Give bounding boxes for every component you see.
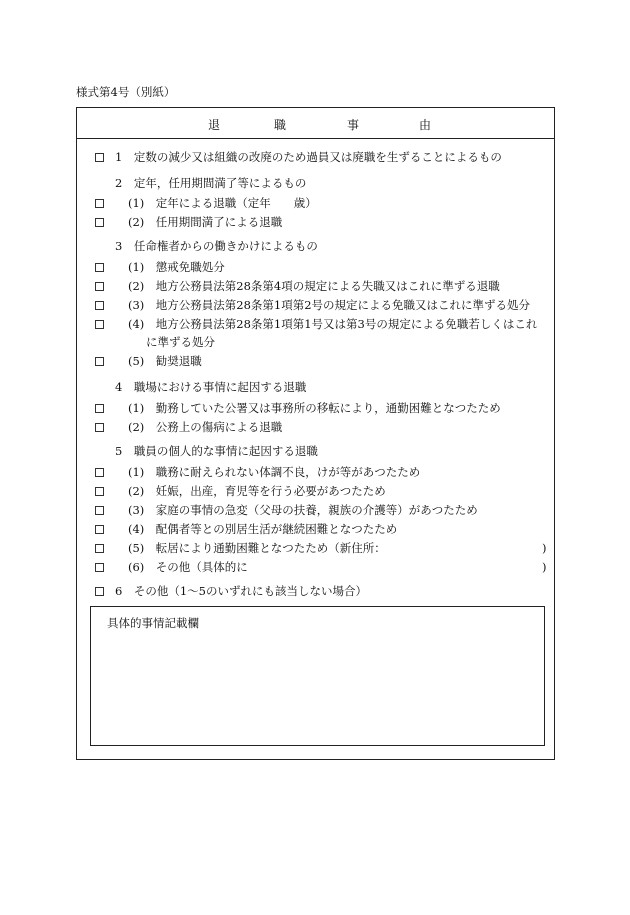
checkbox-item-3-3[interactable] — [95, 301, 104, 310]
checkbox-item-3-5[interactable] — [95, 357, 104, 366]
form-header-row — [77, 108, 554, 139]
checkbox-item-3-4[interactable] — [95, 320, 104, 329]
item-5-6-close-paren: ) — [542, 560, 547, 574]
header-char-1: 退 — [208, 118, 221, 132]
item-1-text: 1 定数の減少又は組織の改廃のため過員又は廃職を生ずることによるもの — [115, 150, 502, 164]
group-5-heading: 5 職員の個人的な事情に起因する退職 — [115, 444, 318, 458]
group-3-heading: 3 任命権者からの働きかけによるもの — [115, 239, 318, 253]
header-char-4: 由 — [419, 118, 432, 132]
checkbox-item-5-4[interactable] — [95, 525, 104, 534]
item-3-2-text: (2) 地方公務員法第28条第4項の規定による失職又はこれに準ずる退職 — [128, 279, 500, 293]
checkbox-item-6[interactable] — [95, 587, 104, 596]
checkbox-item-5-6[interactable] — [95, 563, 104, 572]
checkbox-item-1[interactable] — [95, 153, 104, 162]
checkbox-item-5-2[interactable] — [95, 487, 104, 496]
specific-circumstances-label: 具体的事情記載欄 — [107, 616, 199, 630]
checkbox-item-2-1[interactable] — [95, 199, 104, 208]
item-2-1-text: (1) 定年による退職（定年 歳） — [128, 196, 317, 210]
checkbox-item-3-1[interactable] — [95, 263, 104, 272]
item-4-1-text: (1) 勤務していた公署又は事務所の移転により，通勤困難となつたため — [128, 401, 501, 415]
item-3-1-text: (1) 懲戒免職処分 — [128, 260, 225, 274]
item-5-2-text: (2) 妊娠，出産，育児等を行う必要があつたため — [128, 484, 386, 498]
item-5-5-close-paren: ) — [542, 541, 547, 555]
checkbox-item-5-1[interactable] — [95, 468, 104, 477]
item-5-5-text: (5) 転居により通勤困難となつたため（新住所： — [128, 541, 386, 555]
item-5-4-text: (4) 配偶者等との別居生活が継続困難となつたため — [128, 522, 398, 536]
checkbox-item-4-2[interactable] — [95, 423, 104, 432]
item-5-6-text: (6) その他（具体的に — [128, 560, 248, 574]
header-char-2: 職 — [274, 118, 287, 132]
specific-circumstances-box[interactable] — [90, 606, 545, 746]
checkbox-item-2-2[interactable] — [95, 218, 104, 227]
item-2-2-text: (2) 任用期間満了による退職 — [128, 215, 283, 229]
group-4-heading: 4 職場における事情に起因する退職 — [115, 380, 307, 394]
header-char-3: 事 — [347, 118, 360, 132]
reason-form-frame — [76, 107, 555, 760]
item-6-text: 6 その他（1～5のいずれにも該当しない場合） — [115, 584, 367, 598]
item-5-3-text: (3) 家庭の事情の急変（父母の扶養，親族の介護等）があつたため — [128, 503, 478, 517]
checkbox-item-4-1[interactable] — [95, 404, 104, 413]
item-3-3-text: (3) 地方公務員法第28条第1項第2号の規定による免職又はこれに準ずる処分 — [128, 298, 531, 312]
item-4-2-text: (2) 公務上の傷病による退職 — [128, 420, 283, 434]
checkbox-item-3-2[interactable] — [95, 282, 104, 291]
item-5-1-text: (1) 職務に耐えられない体調不良，けが等があつたため — [128, 465, 421, 479]
checkbox-item-5-3[interactable] — [95, 506, 104, 515]
form-number: 様式第4号（別紙） — [76, 85, 176, 99]
item-3-4-continuation: に準ずる処分 — [146, 335, 215, 349]
group-2-heading: 2 定年，任用期間満了等によるもの — [115, 176, 307, 190]
checkbox-item-5-5[interactable] — [95, 544, 104, 553]
item-3-5-text: (5) 勧奨退職 — [128, 354, 202, 368]
item-3-4-text: (4) 地方公務員法第28条第1項第1号又は第3号の規定による免職若しくはこれ — [128, 317, 538, 331]
